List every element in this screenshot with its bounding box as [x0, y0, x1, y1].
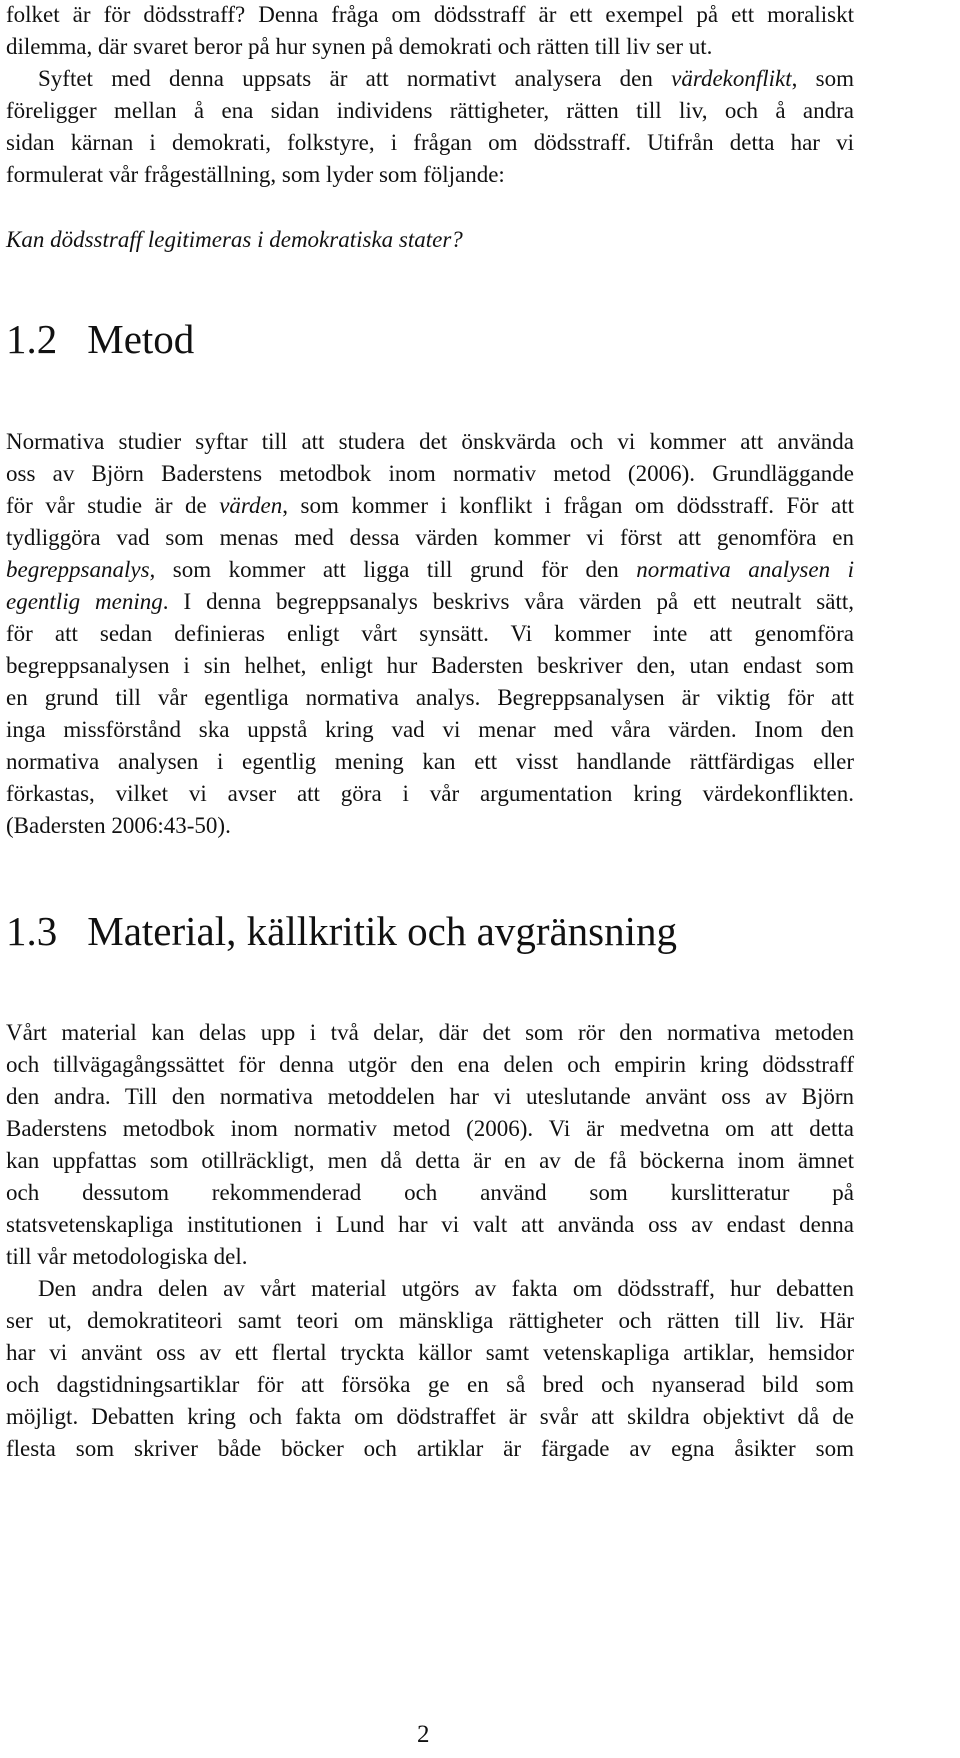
text-line: sidan kärnan i demokrati, folkstyre, i frågan om dödsstraff. Utifrån detta har vi: [6, 130, 854, 155]
text-line: och dagstidningsartiklar för att försöka ge en så bred och nyanserad bild som: [6, 1372, 854, 1397]
page-number: 2: [417, 1721, 430, 1748]
emphasized-term: normativa analysen i: [636, 557, 854, 582]
text-line: har vi använt oss av ett flertal tryckta källor samt vetenskapliga artiklar, hemsidor: [6, 1340, 854, 1365]
text-line: den andra. Till den normativa metoddelen har vi uteslutande använt oss av Björn: [6, 1084, 854, 1109]
section-number: 1.3: [6, 908, 58, 954]
text-line: inga missförstånd ska uppstå kring vad vi menar med våra värden. Inom den: [6, 717, 854, 742]
text-line: Normativa studier syftar till att studera det önskvärda och vi kommer att använda: [6, 429, 854, 454]
text-line: Den andra delen av vårt material utgörs av fakta om dödsstraff, hur debatten: [38, 1276, 854, 1301]
text-line: till vår metodologiska del.: [6, 1244, 248, 1269]
text-line: ser ut, demokratiteori samt teori om mänskliga rättigheter och rätten till liv. Här: [6, 1308, 854, 1333]
text-line: normativa analysen i egentlig mening kan ett visst handlande rättfärdigas eller: [6, 749, 854, 774]
text-line: möjligt. Debatten kring och fakta om dödstraffet är svår att skildra objektivt då de: [6, 1404, 854, 1429]
text-line: statsvetenskapliga institutionen i Lund har vi valt att använda oss av endast denna: [6, 1212, 854, 1237]
emphasized-term: värden: [219, 493, 283, 518]
text-line: dilemma, där svaret beror på hur synen på demokrati och rätten till liv ser ut.: [6, 34, 713, 59]
text-line: föreligger mellan å ena sidan individens rättigheter, rätten till liv, och å andra: [6, 98, 854, 123]
text-line: förkastas, vilket vi avser att göra i vår argumentation kring värdekonflikten.: [6, 781, 854, 806]
text-line: för vår studie är de värden, som kommer i konflikt i frågan om dödsstraff. För att: [6, 493, 854, 518]
section-title: Metod: [87, 316, 195, 362]
text-line: Baderstens metodbok inom normativ metod (2006). Vi är medvetna om att detta: [6, 1116, 854, 1141]
text-line: formulerat vår frågeställning, som lyder som följande:: [6, 162, 505, 187]
text-line: för att sedan definieras enligt vårt synsätt. Vi kommer inte att genomföra: [6, 621, 854, 646]
text-line: och tillvägagångssättet för denna utgör den ena delen och empirin kring dödsstraff: [6, 1052, 854, 1077]
text-line: oss av Björn Baderstens metodbok inom normativ metod (2006). Grundläggande: [6, 461, 854, 486]
research-question: Kan dödsstraff legitimeras i demokratiska stater?: [6, 227, 463, 252]
text-line: folket är för dödsstraff? Denna fråga om dödsstraff är ett exempel på ett moraliskt: [6, 2, 854, 27]
text-line: (Badersten 2006:43-50).: [6, 813, 231, 838]
text-line: egentlig mening. I denna begreppsanalys beskrivs våra värden på ett neutralt sätt,: [6, 589, 854, 614]
emphasized-term: egentlig mening: [6, 589, 163, 614]
section-heading-metod: [6, 314, 194, 364]
text-line: Vårt material kan delas upp i två delar, där det som rör den normativa metoden: [6, 1020, 854, 1045]
emphasized-term: värdekonflikt: [671, 66, 792, 91]
emphasized-term: begreppsanalys,: [6, 557, 156, 582]
text-line: och dessutom rekommenderad och använd som kurslitteratur på: [6, 1180, 854, 1205]
text-line: tydliggöra vad som menas med dessa värden kommer vi först att genomföra en: [6, 525, 854, 550]
text-line: begreppsanalysen i sin helhet, enligt hur Badersten beskriver den, utan endast som: [6, 653, 854, 678]
section-title: Material, källkritik och avgränsning: [87, 908, 678, 954]
section-heading-material: [6, 906, 677, 956]
text-line: flesta som skriver både böcker och artiklar är färgade av egna åsikter som: [6, 1436, 854, 1461]
section-number: 1.2: [6, 316, 58, 362]
text-line: Syftet med denna uppsats är att normativt analysera den värdekonflikt, som: [38, 66, 854, 91]
text-line: begreppsanalys, som kommer att ligga till grund för den normativa analysen i: [6, 557, 854, 582]
text-line: en grund till vår egentliga normativa analys. Begreppsanalysen är viktig för att: [6, 685, 854, 710]
text-line: kan uppfattas som otillräckligt, men då detta är en av de få böckerna inom ämnet: [6, 1148, 854, 1173]
